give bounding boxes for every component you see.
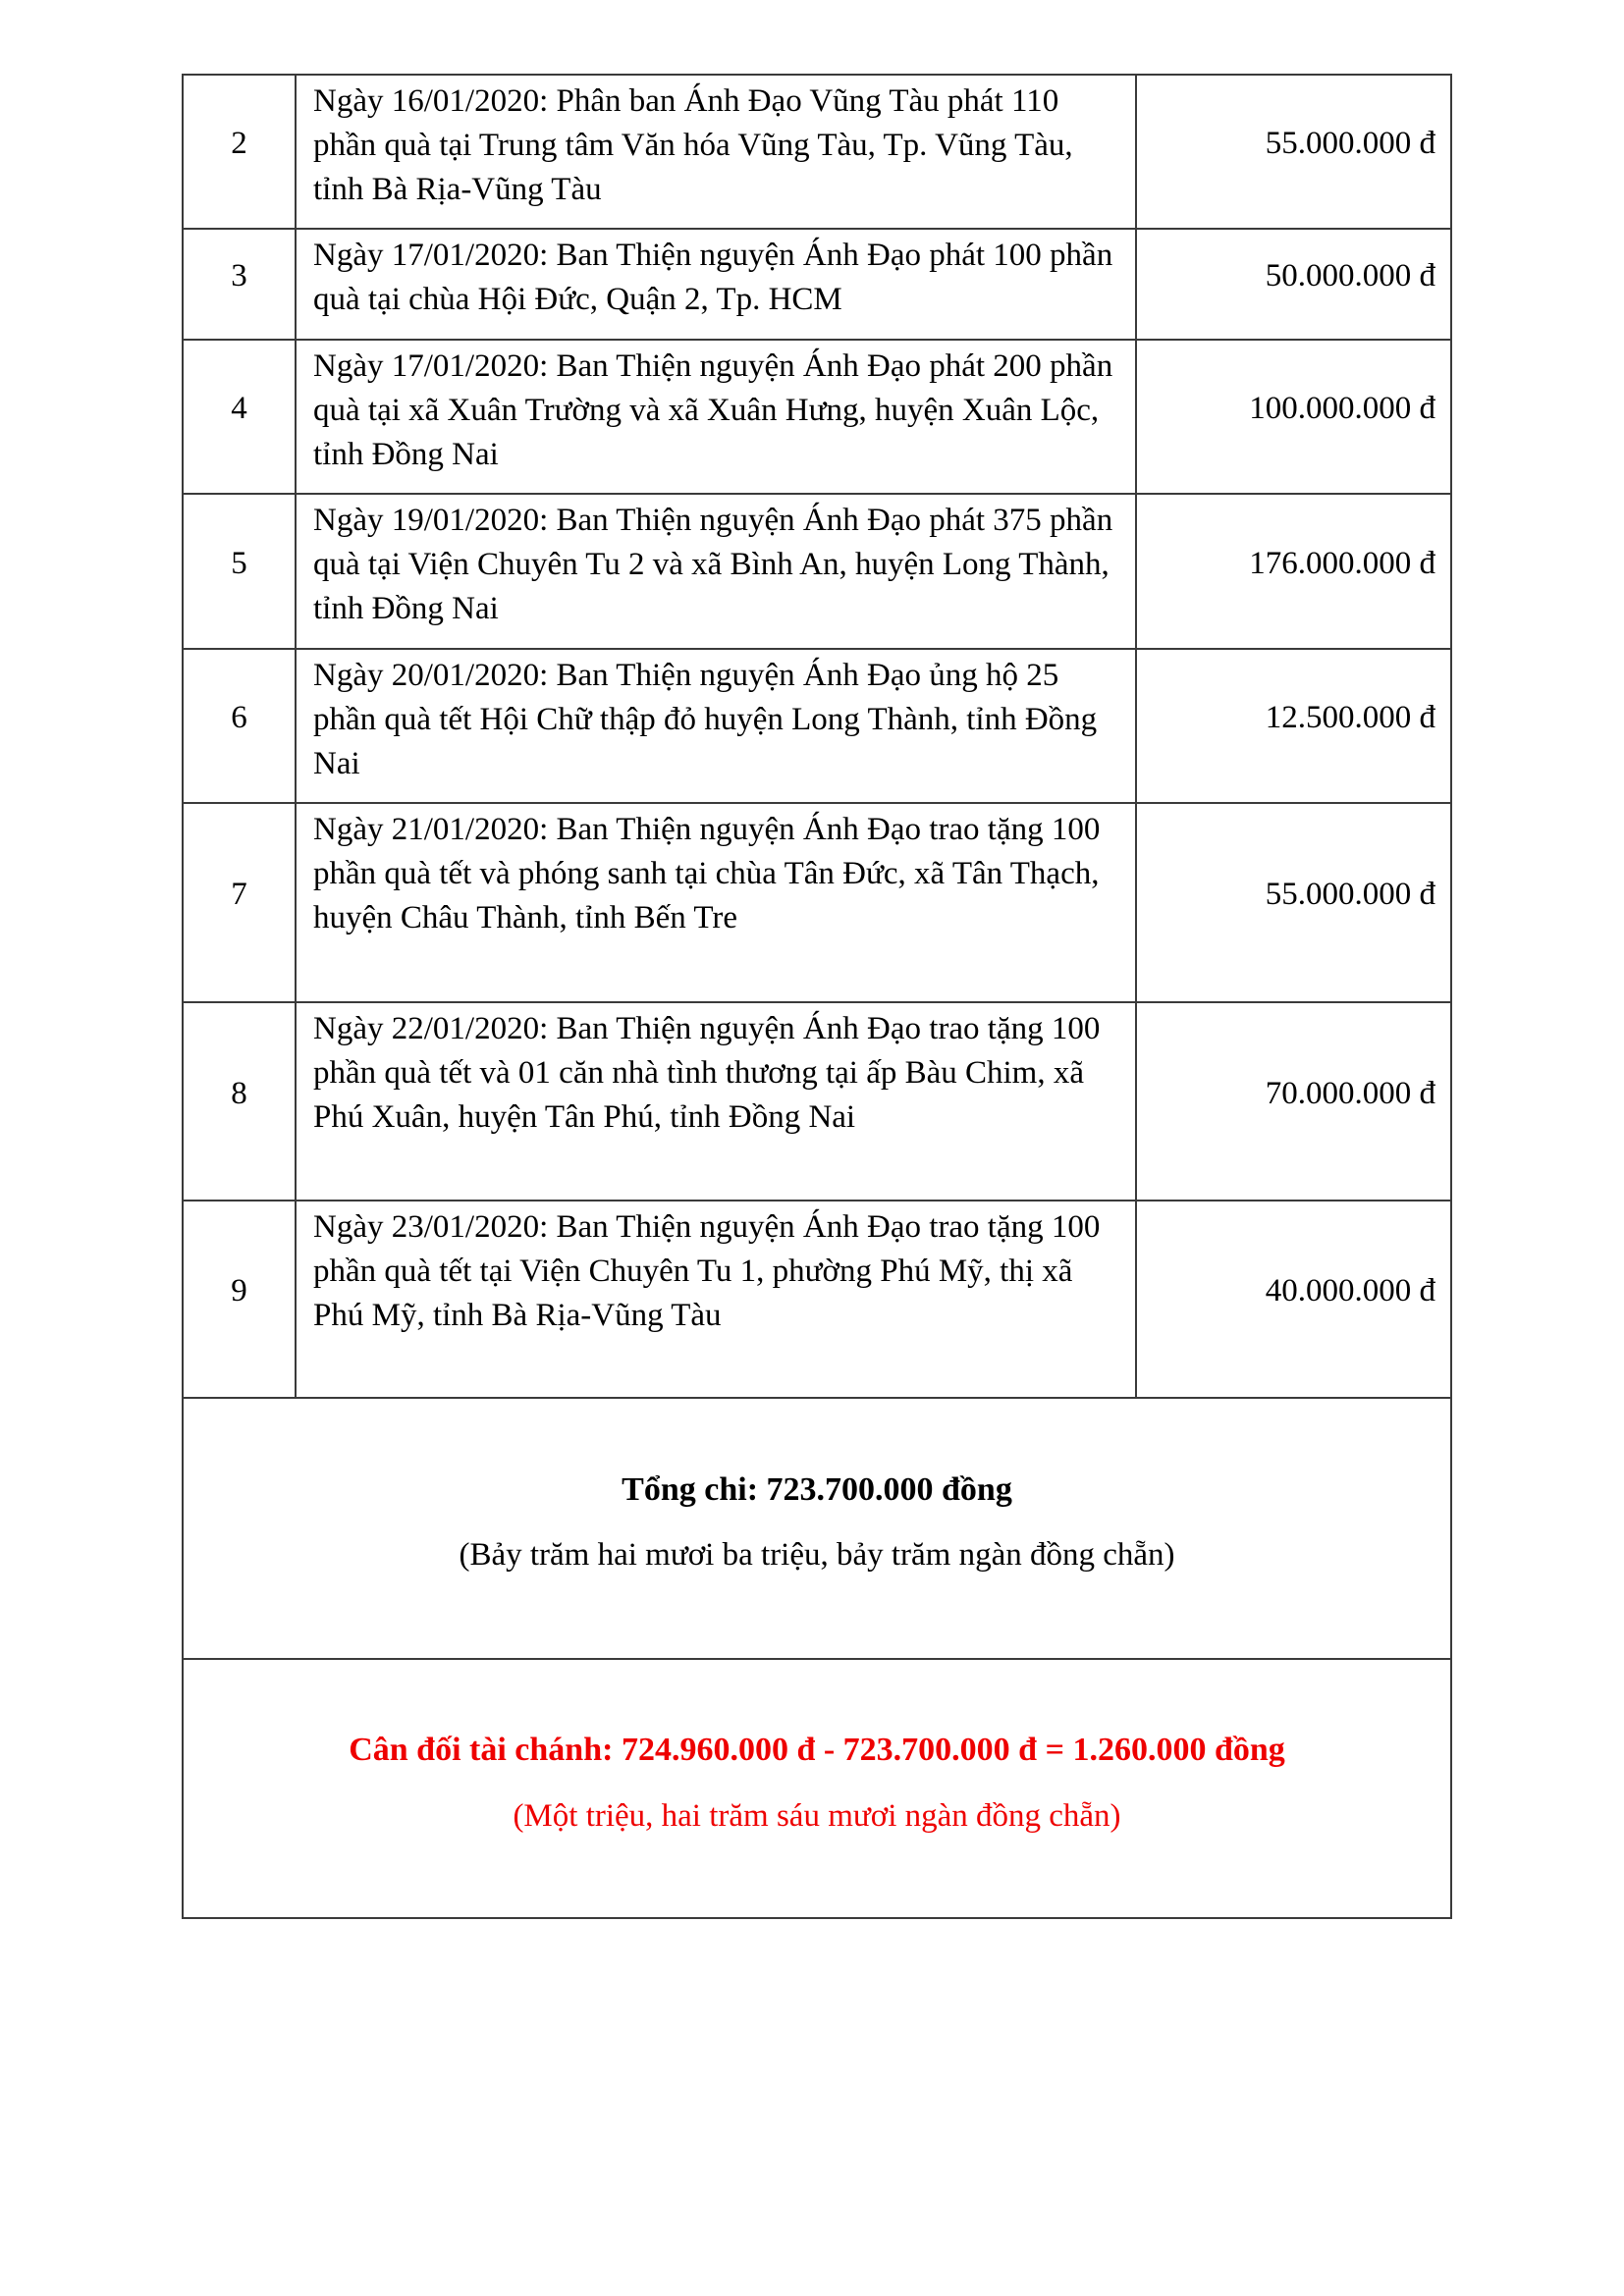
table-row — [183, 649, 1451, 803]
row-description: Ngày 17/01/2020: Ban Thiện nguyện Ánh Đạo phát 200 phần quà tại xã Xuân Trường và xã Xuân Hưng, huyện Xuân Lộc, tỉnh Đồng Nai — [296, 340, 1136, 494]
row-number: 9 — [183, 1201, 296, 1398]
row-number: 4 — [183, 340, 296, 494]
row-description: Ngày 22/01/2020: Ban Thiện nguyện Ánh Đạo trao tặng 100 phần quà tết và 01 căn nhà tình thương tại ấp Bàu Chim, xã Phú Xuân, huyện Tân Phú, tỉnh Đồng Nai — [296, 1002, 1136, 1201]
row-amount: 55.000.000 đ — [1136, 803, 1451, 1002]
row-amount: 12.500.000 đ — [1136, 649, 1451, 803]
row-number: 2 — [183, 75, 296, 229]
row-number: 8 — [183, 1002, 296, 1201]
row-description: Ngày 20/01/2020: Ban Thiện nguyện Ánh Đạo ủng hộ 25 phần quà tết Hội Chữ thập đỏ huyện Long Thành, tỉnh Đồng Nai — [296, 649, 1136, 803]
row-amount: 40.000.000 đ — [1136, 1201, 1451, 1398]
row-amount: 55.000.000 đ — [1136, 75, 1451, 229]
balance-row — [183, 1659, 1451, 1918]
table-row — [183, 494, 1451, 649]
row-number: 3 — [183, 229, 296, 340]
row-description: Ngày 21/01/2020: Ban Thiện nguyện Ánh Đạo trao tặng 100 phần quà tết và phóng sanh tại chùa Tân Đức, xã Tân Thạch, huyện Châu Thành, tỉnh Bến Tre — [296, 803, 1136, 1002]
table-row — [183, 75, 1451, 229]
row-number: 7 — [183, 803, 296, 1002]
table-row — [183, 803, 1451, 1002]
table-row — [183, 229, 1451, 340]
row-amount: 100.000.000 đ — [1136, 340, 1451, 494]
total-cell — [183, 1398, 1451, 1659]
table-row — [183, 1201, 1451, 1398]
balance-amount: Cân đối tài chánh: 724.960.000 đ - 723.700.000 đ = 1.260.000 đồng — [349, 1732, 1285, 1768]
row-number: 5 — [183, 494, 296, 649]
table-row — [183, 340, 1451, 494]
table-row — [183, 1002, 1451, 1201]
expense-table — [182, 74, 1452, 1919]
balance-in-words: (Một triệu, hai trăm sáu mươi ngàn đồng chẵn) — [513, 1798, 1121, 1834]
row-description: Ngày 17/01/2020: Ban Thiện nguyện Ánh Đạo phát 100 phần quà tại chùa Hội Đức, Quận 2, Tp. HCM — [296, 229, 1136, 340]
balance-cell — [183, 1659, 1451, 1918]
row-description: Ngày 16/01/2020: Phân ban Ánh Đạo Vũng Tàu phát 110 phần quà tại Trung tâm Văn hóa Vũng Tàu, Tp. Vũng Tàu, tỉnh Bà Rịa-Vũng Tàu — [296, 75, 1136, 229]
row-amount: 176.000.000 đ — [1136, 494, 1451, 649]
row-amount: 70.000.000 đ — [1136, 1002, 1451, 1201]
row-amount: 50.000.000 đ — [1136, 229, 1451, 340]
total-amount: Tổng chi: 723.700.000 đồng — [622, 1471, 1012, 1508]
total-in-words: (Bảy trăm hai mươi ba triệu, bảy trăm ngàn đồng chẵn) — [459, 1537, 1175, 1573]
total-row — [183, 1398, 1451, 1659]
row-number: 6 — [183, 649, 296, 803]
row-description: Ngày 19/01/2020: Ban Thiện nguyện Ánh Đạo phát 375 phần quà tại Viện Chuyên Tu 2 và xã Bình An, huyện Long Thành, tỉnh Đồng Nai — [296, 494, 1136, 649]
row-description: Ngày 23/01/2020: Ban Thiện nguyện Ánh Đạo trao tặng 100 phần quà tết tại Viện Chuyên Tu 1, phường Phú Mỹ, thị xã Phú Mỹ, tỉnh Bà Rịa-Vũng Tàu — [296, 1201, 1136, 1398]
